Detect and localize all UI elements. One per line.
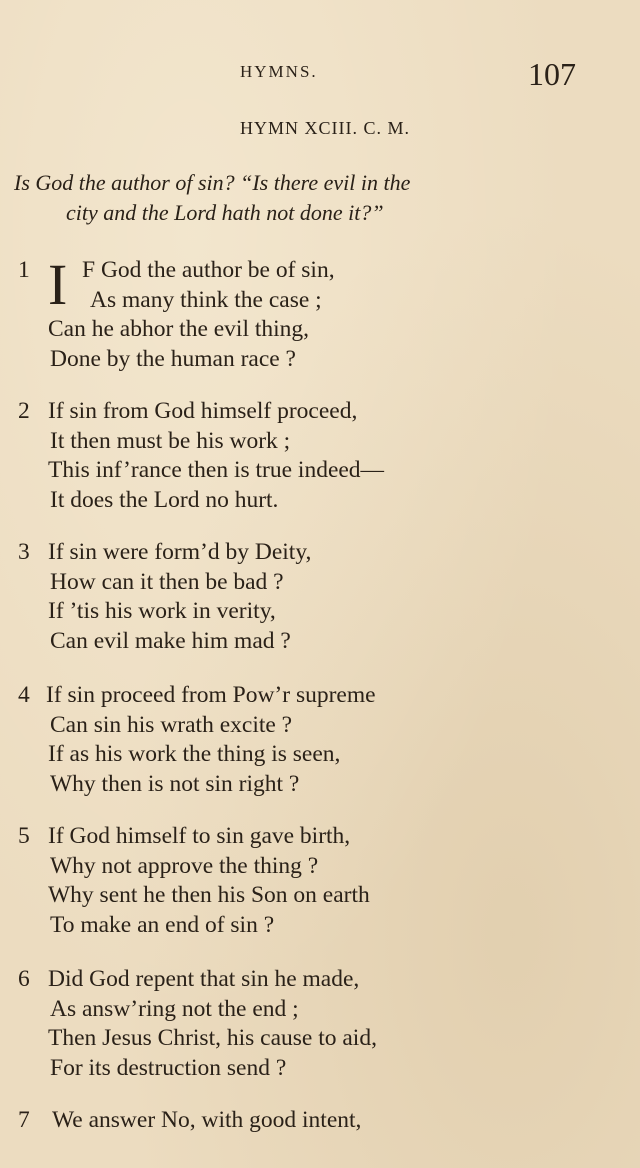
verse-line: Can sin his wrath excite ? (50, 711, 293, 738)
verse-line: F God the author be of sin, (82, 257, 335, 283)
stanza-number: 4 (18, 682, 30, 708)
verse-line: It then must be his work ; (50, 427, 291, 454)
running-head: HYMNS. (240, 62, 318, 81)
verse-line: We answer No, with good intent, (52, 1107, 362, 1133)
subject-line: city and the Lord hath not done it?” (66, 200, 384, 225)
page-number: 107 (528, 56, 576, 92)
stanza-number: 2 (18, 398, 30, 424)
stanza (18, 1106, 618, 1136)
stanza (18, 965, 618, 1083)
verse-line: Can he abhor the evil thing, (48, 316, 310, 342)
stanza-number: 3 (18, 539, 30, 565)
stanza-number: 1 (18, 257, 30, 283)
verse-line: Why then is not sin right ? (50, 770, 300, 797)
stanza (18, 822, 618, 940)
verse-line: As answ’ring not the end ; (50, 995, 299, 1022)
verse-line: Why sent he then his Son on earth (48, 882, 370, 908)
verse-line: To make an end of sin ? (50, 911, 275, 938)
verse-line: If sin proceed from Pow’r supreme (46, 682, 376, 708)
verse-line: As many think the case ; (90, 286, 322, 313)
verse-line: If ’tis his work in verity, (48, 598, 276, 624)
hymn-title: HYMN XCIII. C. M. (240, 118, 410, 138)
verse-line: How can it then be bad ? (50, 568, 284, 595)
drop-cap: I (48, 252, 68, 317)
stanza (18, 252, 618, 374)
verse-line: If sin from God himself proceed, (48, 398, 358, 424)
verse-line: If sin were form’d by Deity, (48, 539, 312, 565)
subject-line: Is God the author of sin? “Is there evil in the (14, 170, 411, 195)
verse-line: If as his work the thing is seen, (48, 741, 341, 767)
verse-line: This inf’rance then is true indeed— (48, 457, 385, 483)
stanza-number: 7 (18, 1107, 30, 1133)
stanza (18, 397, 618, 515)
verse-line: Why not approve the thing ? (50, 852, 319, 879)
verse-line: Can evil make him mad ? (50, 627, 291, 654)
verse-line: Did God repent that sin he made, (48, 966, 360, 992)
verse-line: For its destruction send ? (50, 1054, 287, 1081)
stanza (18, 538, 618, 656)
stanza (18, 681, 618, 799)
hymn-subject (14, 168, 614, 228)
stanza-number: 6 (18, 966, 30, 992)
verse-line: It does the Lord no hurt. (50, 486, 279, 513)
verse-line: Then Jesus Christ, his cause to aid, (48, 1025, 377, 1051)
stanza-number: 5 (18, 823, 30, 849)
verse-line: If God himself to sin gave birth, (48, 823, 351, 849)
verse-line: Done by the human race ? (50, 345, 296, 372)
